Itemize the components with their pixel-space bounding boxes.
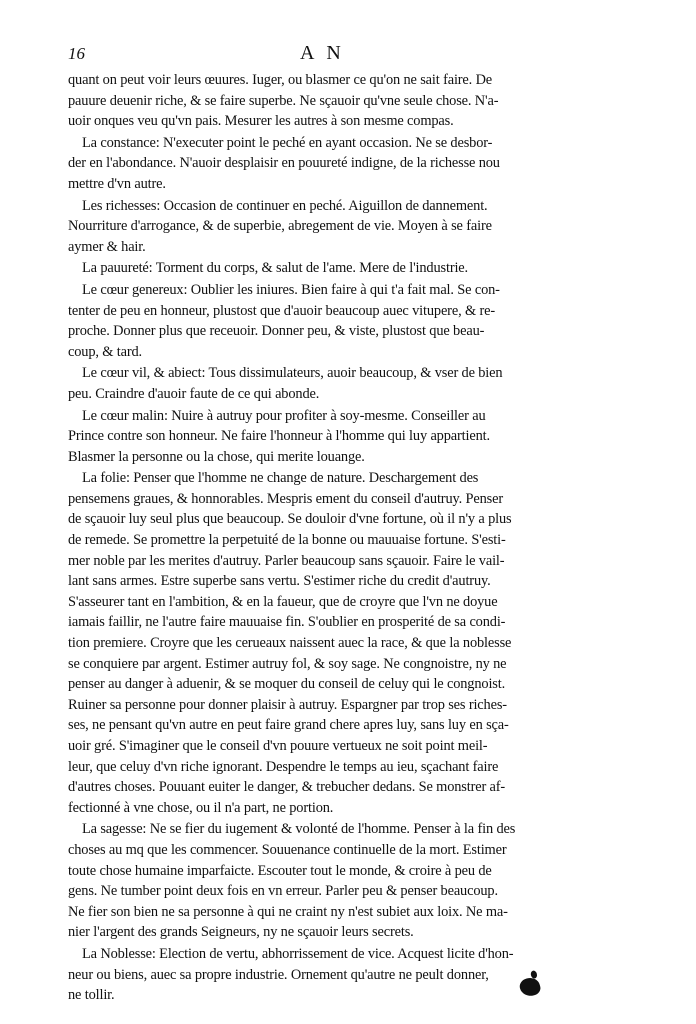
text-line: La folie: Penser que l'homme ne change de nature. Deschargement des bbox=[82, 470, 479, 487]
text-line: La pauureté: Torment du corps, & salut de l'ame. Mere de l'industrie. bbox=[82, 260, 468, 277]
paragraph bbox=[68, 363, 598, 404]
text-line: de remede. Se promettre la perpetuité de la bonne ou mauuaise fortune. S'esti- bbox=[68, 532, 506, 549]
text-line: La Noblesse: Election de vertu, abhorrissement de vice. Acquest licite d'hon- bbox=[82, 945, 514, 962]
text-line: Ne fier son bien ne sa personne à qui ne craint ny n'est subiet aux loix. Ne ma- bbox=[68, 903, 508, 920]
text-line: der en l'abondance. N'auoir desplaisir en pouureté indigne, de la richesse nou bbox=[68, 155, 500, 172]
paragraph bbox=[68, 133, 598, 195]
text-line: Nourriture d'arrogance, & de superbie, abregement de vie. Moyen à se faire bbox=[68, 218, 492, 235]
text-line: proche. Donner plus que receuoir. Donner peu, & viste, plustost que beau- bbox=[68, 323, 485, 340]
text-line: toute chose humaine imparfaicte. Escouter tout le monde, & croire à peu de bbox=[68, 862, 492, 879]
text-line: penser au danger à aduenir, & se moquer du conseil de celuy qui le congnoist. bbox=[68, 676, 506, 693]
text-line: Les richesses: Occasion de continuer en peché. Aiguillon de dannement. bbox=[82, 197, 488, 214]
text-line: La constance: N'executer point le peché en ayant occasion. Ne se desbor- bbox=[82, 134, 493, 151]
page-header bbox=[0, 44, 696, 68]
text-line: Prince contre son honneur. Ne faire l'honneur à l'homme qui luy appartient. bbox=[68, 428, 490, 445]
text-line: Ruiner sa personne pour donner plaisir à autruy. Espargner par trop ses riches- bbox=[68, 696, 507, 713]
text-line: se conquiere par argent. Estimer autruy fol, & soy sage. Ne congnoistre, ny ne bbox=[68, 655, 507, 672]
text-line: quant on peut voir leurs œuures. Iuger, ou blasmer ce qu'on ne sait faire. De bbox=[68, 72, 493, 88]
text-line: ne tollir. bbox=[68, 987, 115, 1004]
text-line: uoir onques veu qu'vn pais. Mesurer les autres à son mesme compas. bbox=[68, 113, 454, 130]
text-line: La sagesse: Ne se fier du iugement & volonté de l'homme. Penser à la fin des bbox=[82, 821, 516, 838]
text-body bbox=[68, 70, 598, 1007]
text-line: pauure deuenir riche, & se faire superbe. Ne sçauoir qu'vne seule chose. N'a- bbox=[68, 92, 499, 109]
text-line: mettre d'vn autre. bbox=[68, 175, 166, 192]
paragraph bbox=[68, 258, 598, 279]
text-line: uoir gré. S'imaginer que le conseil d'vn pouure vertueux ne soit point meil- bbox=[68, 738, 488, 754]
text-line: lant sans armes. Estre superbe sans vertu. S'estimer riche du credit d'autruy. bbox=[68, 573, 491, 590]
text-line: leur, que celuy d'vn riche ignorant. Despendre le temps au ieu, sçachant faire bbox=[68, 758, 499, 775]
text-line: iamais faillir, ne l'autre faire mauuaise fin. S'oublier en prosperité de sa condi- bbox=[68, 614, 506, 631]
text-line: Le cœur malin: Nuire à autruy pour profiter à soy-mesme. Conseiller au bbox=[82, 407, 486, 424]
paragraph bbox=[68, 819, 598, 943]
text-line: ses, ne pensant qu'vn autre en peut faire grand chere apres luy, sans luy en sça- bbox=[68, 717, 509, 734]
text-line: pensemens graues, & honnorables. Mespris ement du conseil d'autruy. Penser bbox=[68, 490, 503, 507]
text-line: fectionné à vne chose, ou il n'a part, ne portion. bbox=[68, 799, 334, 816]
text-line: aymer & hair. bbox=[68, 238, 146, 255]
paragraph bbox=[68, 70, 598, 132]
page-number: 16 bbox=[68, 44, 85, 63]
text-line: tion premiere. Croyre que les cerueaux naissent auec la race, & que la noblesse bbox=[68, 635, 512, 652]
text-line: Le cœur genereux: Oublier les iniures. Bien faire à qui t'a fait mal. Se con- bbox=[82, 281, 500, 298]
paragraph bbox=[68, 196, 598, 258]
text-line: neur ou biens, auec sa propre industrie. Ornement qu'autre ne peult donner, bbox=[68, 966, 489, 983]
text-line: peu. Craindre d'auoir faute de ce qui abonde. bbox=[68, 385, 320, 402]
paragraph bbox=[68, 468, 598, 818]
text-line: Blasmer la personne ou la chose, qui merite louange. bbox=[68, 448, 365, 465]
text-line: coup, & tard. bbox=[68, 343, 142, 360]
running-head: A N bbox=[300, 42, 345, 64]
text-line: mer noble par les merites d'autruy. Parler beaucoup sans sçauoir. Faire le vail- bbox=[68, 552, 505, 569]
paragraph bbox=[68, 406, 598, 468]
text-line: d'autres choses. Pouuant euiter le danger, & trebucher dedans. Se monstrer af- bbox=[68, 779, 506, 796]
text-line: tenter de peu en honneur, plustost que d'auoir beaucoup auec vitupere, & re- bbox=[68, 302, 495, 319]
text-line: S'asseurer tant en l'ambition, & en la faueur, que de croyre que l'vn ne doyue bbox=[68, 593, 498, 610]
paragraph bbox=[68, 280, 598, 362]
text-line: Le cœur vil, & abiect: Tous dissimulateurs, auoir beaucoup, & vser de bien bbox=[82, 365, 503, 382]
text-line: choses au mq que les commencer. Souuenance continuelle de la mort. Estimer bbox=[68, 841, 507, 858]
paragraph bbox=[68, 944, 598, 1006]
text-line: gens. Ne tumber point deux fois en vn erreur. Parler peu & penser beaucoup. bbox=[68, 883, 498, 900]
text-line: nier l'argent des grands Seigneurs, ny ne sçauoir leurs secrets. bbox=[68, 924, 414, 941]
text-line: de sçauoir luy seul plus que beaucoup. Se douloir d'vne fortune, où il n'y a plus bbox=[68, 511, 512, 528]
